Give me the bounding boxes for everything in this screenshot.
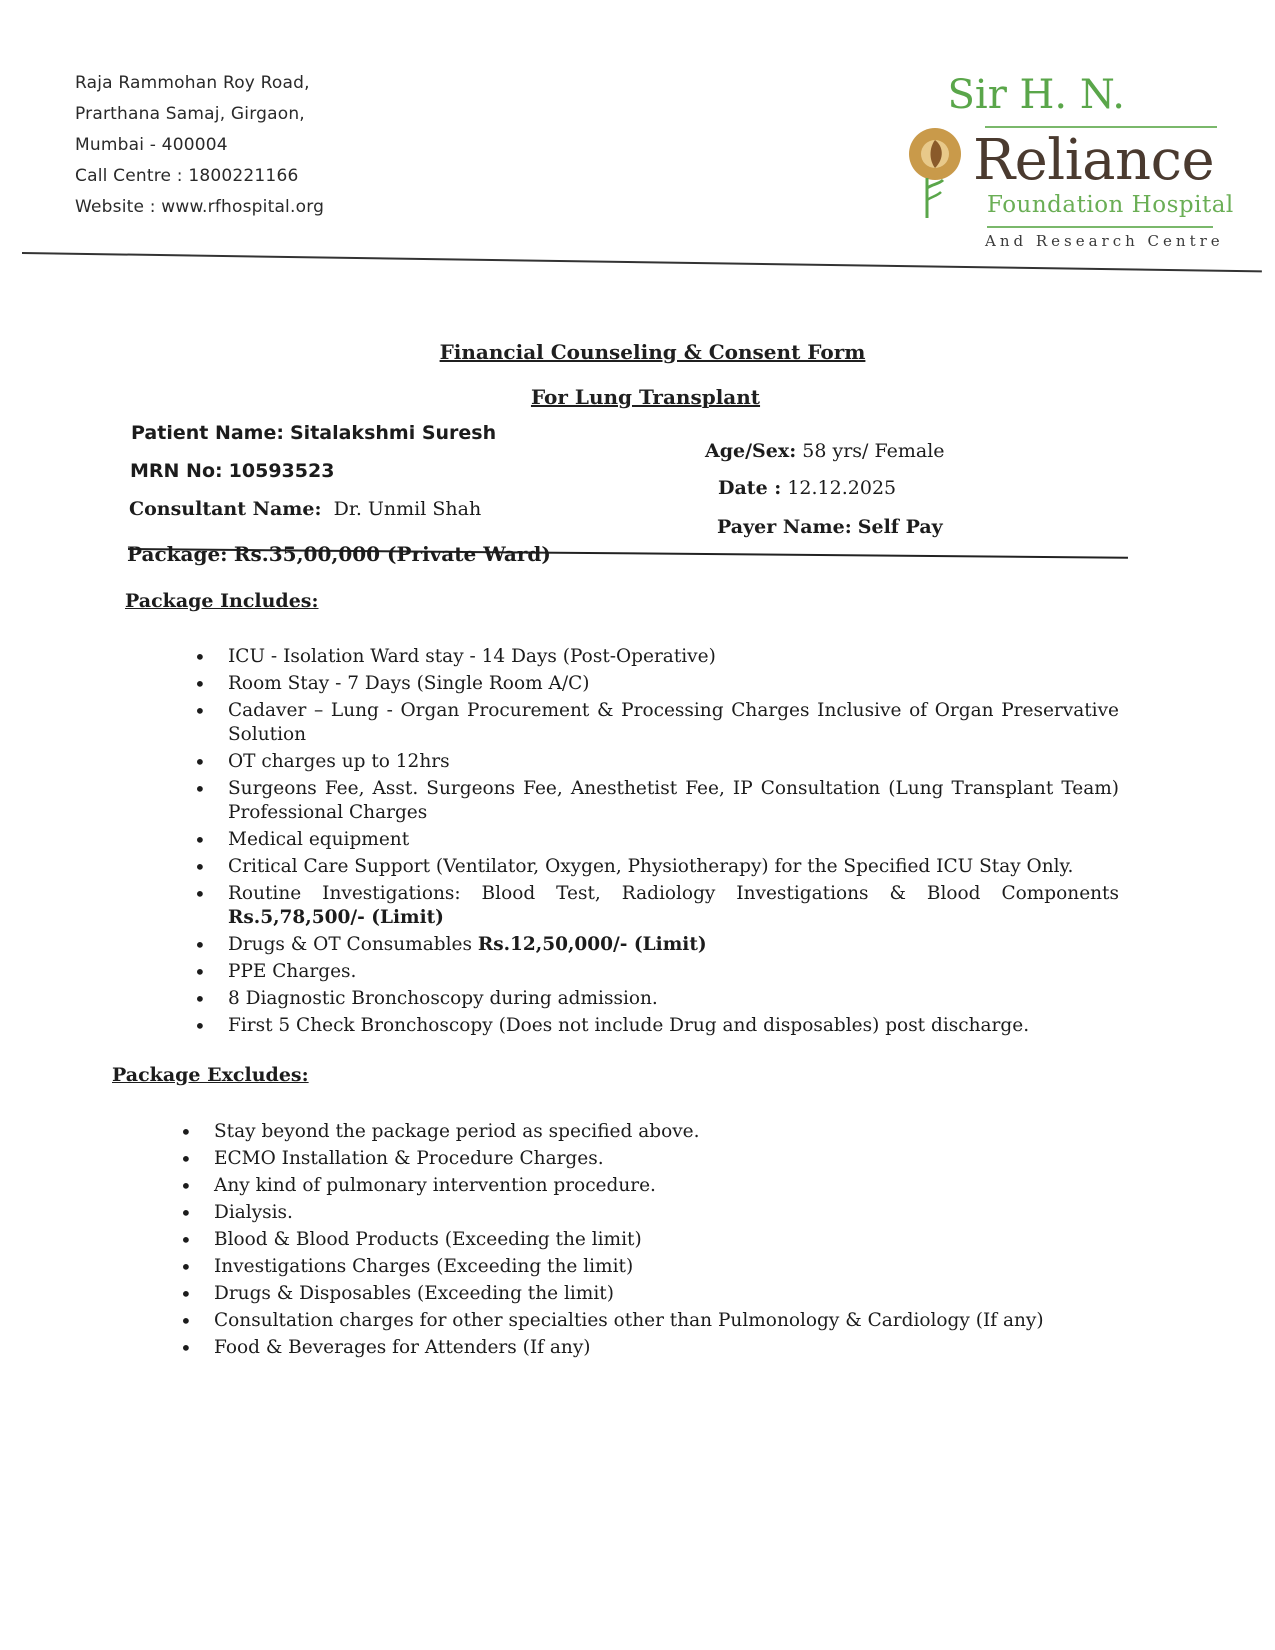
mrn-value: 10593523 [228, 460, 335, 482]
list-item [194, 750, 1119, 774]
payer-value: Self Pay [857, 516, 943, 538]
form-subtitle: For Lung Transplant [530, 385, 761, 409]
package-value: Rs.35,00,000 (Private Ward) [233, 542, 551, 566]
form-title: Financial Counseling & Consent Form [439, 340, 866, 364]
list-item-text: Cadaver – Lung - Organ Procurement & Processing Charges Inclusive of Organ Preservative Solution [228, 700, 1119, 745]
call-centre: Call Centre : 1800221166 [75, 166, 299, 186]
logo-tagline: And Research Centre [985, 232, 1224, 250]
list-item [180, 1228, 1080, 1252]
includes-list [194, 645, 1119, 1041]
list-item-text: Drugs & OT Consumables [228, 934, 478, 955]
consultant [129, 498, 481, 520]
list-item-amount: Rs.12,50,000/- (Limit) [477, 934, 707, 955]
list-item [194, 933, 1119, 957]
list-item-text: ICU - Isolation Ward stay - 14 Days (Post-Operative) [228, 646, 716, 667]
list-item [194, 672, 1119, 696]
logo-rule [987, 226, 1213, 228]
date-value: 12.12.2025 [787, 477, 897, 499]
address-line: Prarthana Samaj, Girgaon, [75, 104, 305, 124]
date [718, 477, 896, 499]
list-item-text: PPE Charges. [228, 961, 357, 982]
includes-heading: Package Includes: [125, 590, 319, 612]
list-item [194, 777, 1119, 825]
list-item-text: Blood & Blood Products (Exceeding the limit) [214, 1229, 642, 1250]
list-item-text: Stay beyond the package period as specified above. [214, 1121, 700, 1142]
list-item-amount: Rs.5,78,500/- (Limit) [228, 907, 444, 928]
list-item-text: Drugs & Disposables (Exceeding the limit) [214, 1283, 614, 1304]
list-item [180, 1336, 1080, 1360]
list-item [194, 960, 1119, 984]
hospital-address [75, 68, 324, 223]
patient-name [131, 422, 496, 444]
list-item-text: Room Stay - 7 Days (Single Room A/C) [228, 673, 590, 694]
list-item-text: Consultation charges for other specialties other than Pulmonology & Cardiology (If any) [214, 1310, 1044, 1331]
list-item-text: Critical Care Support (Ventilator, Oxygen, Physiotherapy) for the Specified ICU Stay Only. [228, 856, 1074, 877]
list-item [180, 1309, 1080, 1333]
list-item-text: OT charges up to 12hrs [228, 751, 450, 772]
list-item-text: 8 Diagnostic Bronchoscopy during admission. [228, 988, 658, 1009]
address-line: Mumbai - 400004 [75, 135, 228, 155]
list-item [194, 882, 1119, 930]
list-item [180, 1201, 1080, 1225]
list-item-text: Dialysis. [214, 1202, 293, 1223]
age-sex-label: Age/Sex: [705, 440, 797, 462]
list-item-text: ECMO Installation & Procedure Charges. [214, 1148, 604, 1169]
website: Website : www.rfhospital.org [75, 197, 325, 217]
list-item [180, 1255, 1080, 1279]
list-item [194, 828, 1119, 852]
list-item [194, 645, 1119, 669]
package-price [127, 542, 551, 566]
list-item-text: Investigations Charges (Exceeding the limit) [214, 1256, 634, 1277]
hospital-logo [905, 72, 1234, 262]
list-item [194, 855, 1119, 879]
mrn [130, 460, 334, 482]
list-item [194, 987, 1119, 1011]
list-item [180, 1174, 1080, 1198]
payer [717, 516, 943, 538]
logo-foundation-text: Foundation Hospital [987, 192, 1234, 218]
consultant-value: Dr. Unmil Shah [333, 498, 482, 520]
date-label: Date : [718, 477, 782, 499]
list-item [180, 1120, 1080, 1144]
patient-name-value: Sitalakshmi Suresh [290, 422, 497, 444]
logo-sir-text: Sir H. N. [947, 72, 1125, 118]
list-item [180, 1147, 1080, 1171]
logo-reliance-text: Reliance [973, 128, 1215, 193]
list-item-text: Food & Beverages for Attenders (If any) [214, 1337, 591, 1358]
list-item-text: Surgeons Fee, Asst. Surgeons Fee, Anesthetist Fee, IP Consultation (Lung Transplant Team) Professional Charges [228, 778, 1119, 823]
address-line: Raja Rammohan Roy Road, [75, 73, 310, 93]
age-sex [705, 440, 945, 462]
list-item [180, 1282, 1080, 1306]
excludes-list [180, 1120, 1080, 1363]
reliance-flame-icon [905, 118, 975, 228]
list-item-text: Any kind of pulmonary intervention procedure. [214, 1175, 656, 1196]
list-item-text: Medical equipment [228, 829, 410, 850]
list-item [194, 1014, 1119, 1038]
list-item-text: Routine Investigations: Blood Test, Radiology Investigations & Blood Components [228, 883, 1119, 904]
patient-name-label: Patient Name: [131, 422, 284, 444]
excludes-heading: Package Excludes: [112, 1064, 309, 1086]
mrn-label: MRN No: [130, 460, 223, 482]
age-sex-value: 58 yrs/ Female [802, 440, 945, 462]
consultant-label: Consultant Name: [129, 498, 322, 520]
list-item [194, 699, 1119, 747]
payer-label: Payer Name: [717, 516, 852, 538]
package-label: Package: [127, 542, 228, 566]
list-item-text: First 5 Check Bronchoscopy (Does not include Drug and disposables) post discharge. [228, 1015, 1030, 1036]
